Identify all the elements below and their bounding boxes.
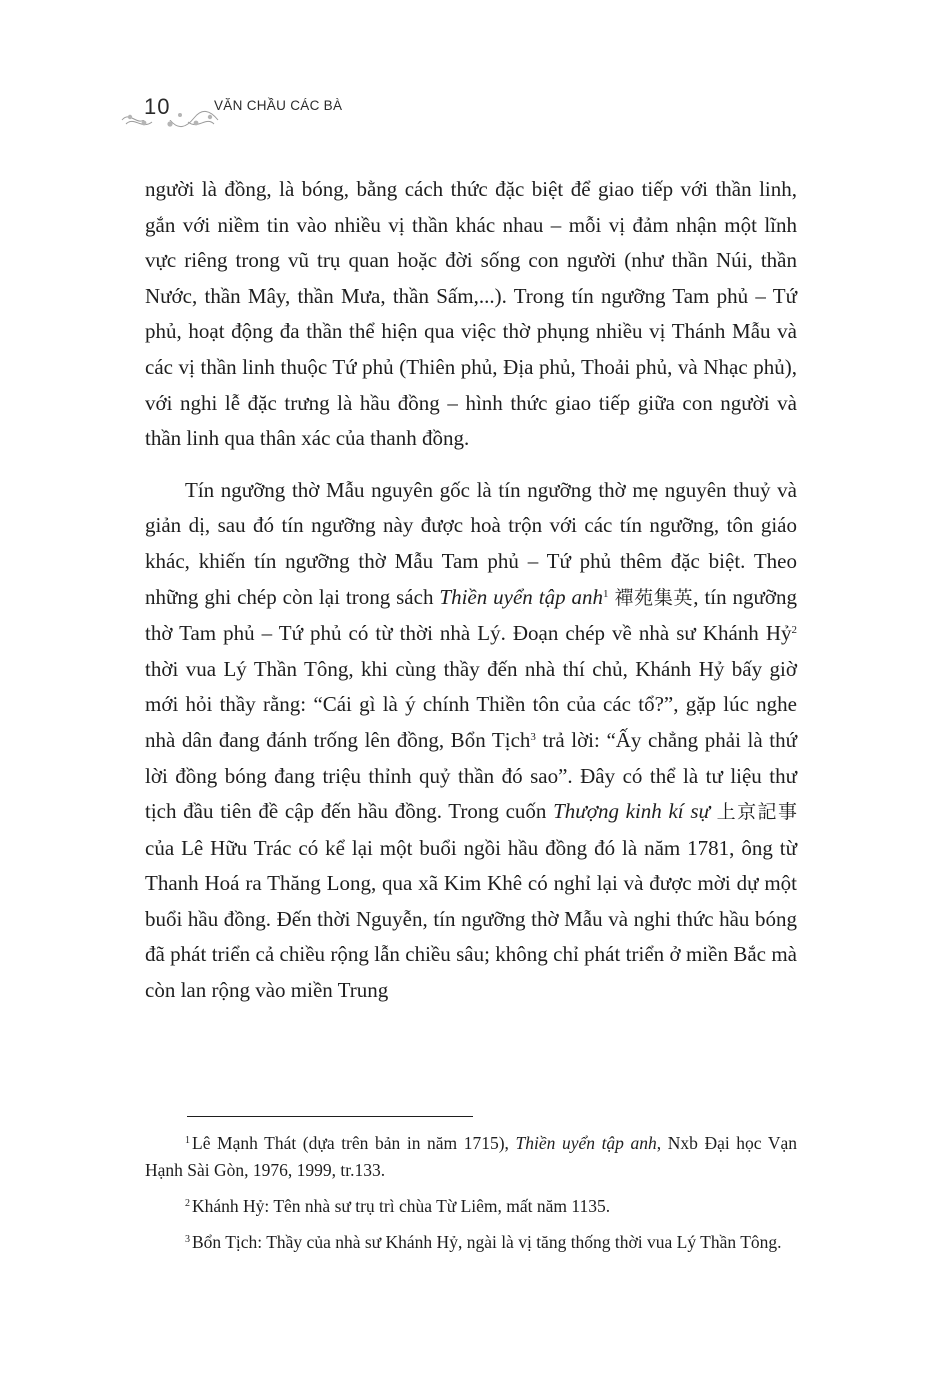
han-title-thien-uyen-tap-anh: 禪苑集英 bbox=[614, 586, 694, 609]
footnote-number: 3 bbox=[185, 1234, 190, 1245]
page-number: 10 bbox=[144, 94, 171, 119]
paragraph-2-part-2: , tín ngưỡng thờ Tam phủ – Tứ phủ có từ thời nhà Lý. Đoạn chép về nhà sư Khánh Hỷ bbox=[145, 584, 798, 646]
paragraph-2 bbox=[145, 473, 797, 1009]
running-head bbox=[120, 92, 420, 132]
footnote-text: Bổn Tịch: Thầy của nhà sư Khánh Hỷ, ngài là vị tăng thống thời vua Lý Thần Tông. bbox=[192, 1232, 782, 1252]
footnote-ref-2[interactable]: 2 bbox=[791, 624, 797, 637]
footnote-text: Khánh Hỷ: Tên nhà sư trụ trì chùa Từ Liêm, mất năm 1135. bbox=[192, 1196, 611, 1216]
footnote-1 bbox=[145, 1130, 797, 1184]
footnote-number: 1 bbox=[185, 1135, 190, 1146]
footnote-ref-1[interactable]: 1 bbox=[603, 587, 609, 600]
book-title-thien-uyen-tap-anh: Thiền uyển tập anh bbox=[439, 584, 604, 609]
footnote-divider bbox=[187, 1116, 473, 1117]
footnote-book-title: Thiền uyển tập anh bbox=[515, 1133, 657, 1153]
footnote-3 bbox=[145, 1229, 797, 1256]
footnote-text: , Nxb Đại học Vạn Hạnh Sài Gòn, 1976, 1999, tr.133. bbox=[145, 1133, 797, 1180]
footnote-text: Lê Mạnh Thát (dựa trên bản in năm 1715), bbox=[192, 1133, 516, 1153]
footnote-number: 2 bbox=[185, 1198, 190, 1209]
paragraph-2-part-4: trả lời: “Ấy chẳng phải là thứ lời đồng bóng đang triệu thỉnh quỷ thần đó sao”. Đây có thể là tư liệu thư tịch đầu tiên đề cập đến hầu đồng. Trong cuốn bbox=[145, 727, 797, 824]
han-title-thuong-kinh-ki-su: 上京記事 bbox=[716, 801, 797, 824]
body-text bbox=[145, 172, 797, 1009]
paragraph-2-part-5: của Lê Hữu Trác có kể lại một buổi ngồi hầu đồng đó là năm 1781, ông từ Thanh Hoá ra Thăng Long, qua xã Kim Khê có nghỉ lại và được mời dự một buổi hầu đồng. Đến thời Nguyễn, tín ngưỡng thờ Mẫu và nghi thức hầu bóng đã phát triển cả chiều rộng lẫn chiều sâu; không chỉ phát triển ở miền Bắc mà còn lan rộng vào miền Trung bbox=[145, 835, 797, 1003]
footnote-2 bbox=[145, 1193, 797, 1220]
paragraph-1: người là đồng, là bóng, bằng cách thức đặc biệt để giao tiếp với thần linh, gắn với niềm tin vào nhiều vị thần khác nhau – mỗi vị đảm nhận một lĩnh vực riêng trong vũ trụ quan hoặc đời sống con người (như thần Núi, thần Nước, thần Mây, thần Mưa, thần Sấm,...). Trong tín ngưỡng Tam phủ – Tứ phủ, hoạt động đa thần thể hiện qua việc thờ phụng nhiều vị Thánh Mẫu và các vị thần linh thuộc Tứ phủ (Thiên phủ, Địa phủ, Thoải phủ, và Nhạc phủ), với nghi lễ đặc trưng là hầu đồng – hình thức giao tiếp giữa con người và thần linh qua thân xác của thanh đồng. bbox=[145, 177, 797, 451]
paragraph-2-part-3: thời vua Lý Thần Tông, khi cùng thầy đến nhà thí chủ, Khánh Hỷ bấy giờ mới hỏi thầy rằng: “Cái gì là ý chính Thiền tôn của các tổ?”, gặp lúc nghe nhà dân đang đánh trống lên đồng, Bổn Tịch bbox=[145, 656, 797, 752]
book-title-thuong-kinh-ki-su: Thượng kinh kí sự bbox=[553, 799, 710, 824]
footnote-ref-3[interactable]: 3 bbox=[530, 730, 536, 743]
paragraph-2-part-1: Tín ngưỡng thờ Mẫu nguyên gốc là tín ngưỡng thờ mẹ nguyên thuỷ và giản dị, sau đó tín ngưỡng này được hoà trộn với các tín ngưỡng, tôn giáo khác, khiến tín ngưỡng thờ Mẫu Tam phủ – Tứ phủ thêm đặc biệt. Theo những ghi chép còn lại trong sách bbox=[145, 477, 797, 609]
running-title: VĂN CHẦU CÁC BÀ bbox=[214, 98, 343, 113]
footnotes bbox=[145, 1130, 797, 1265]
